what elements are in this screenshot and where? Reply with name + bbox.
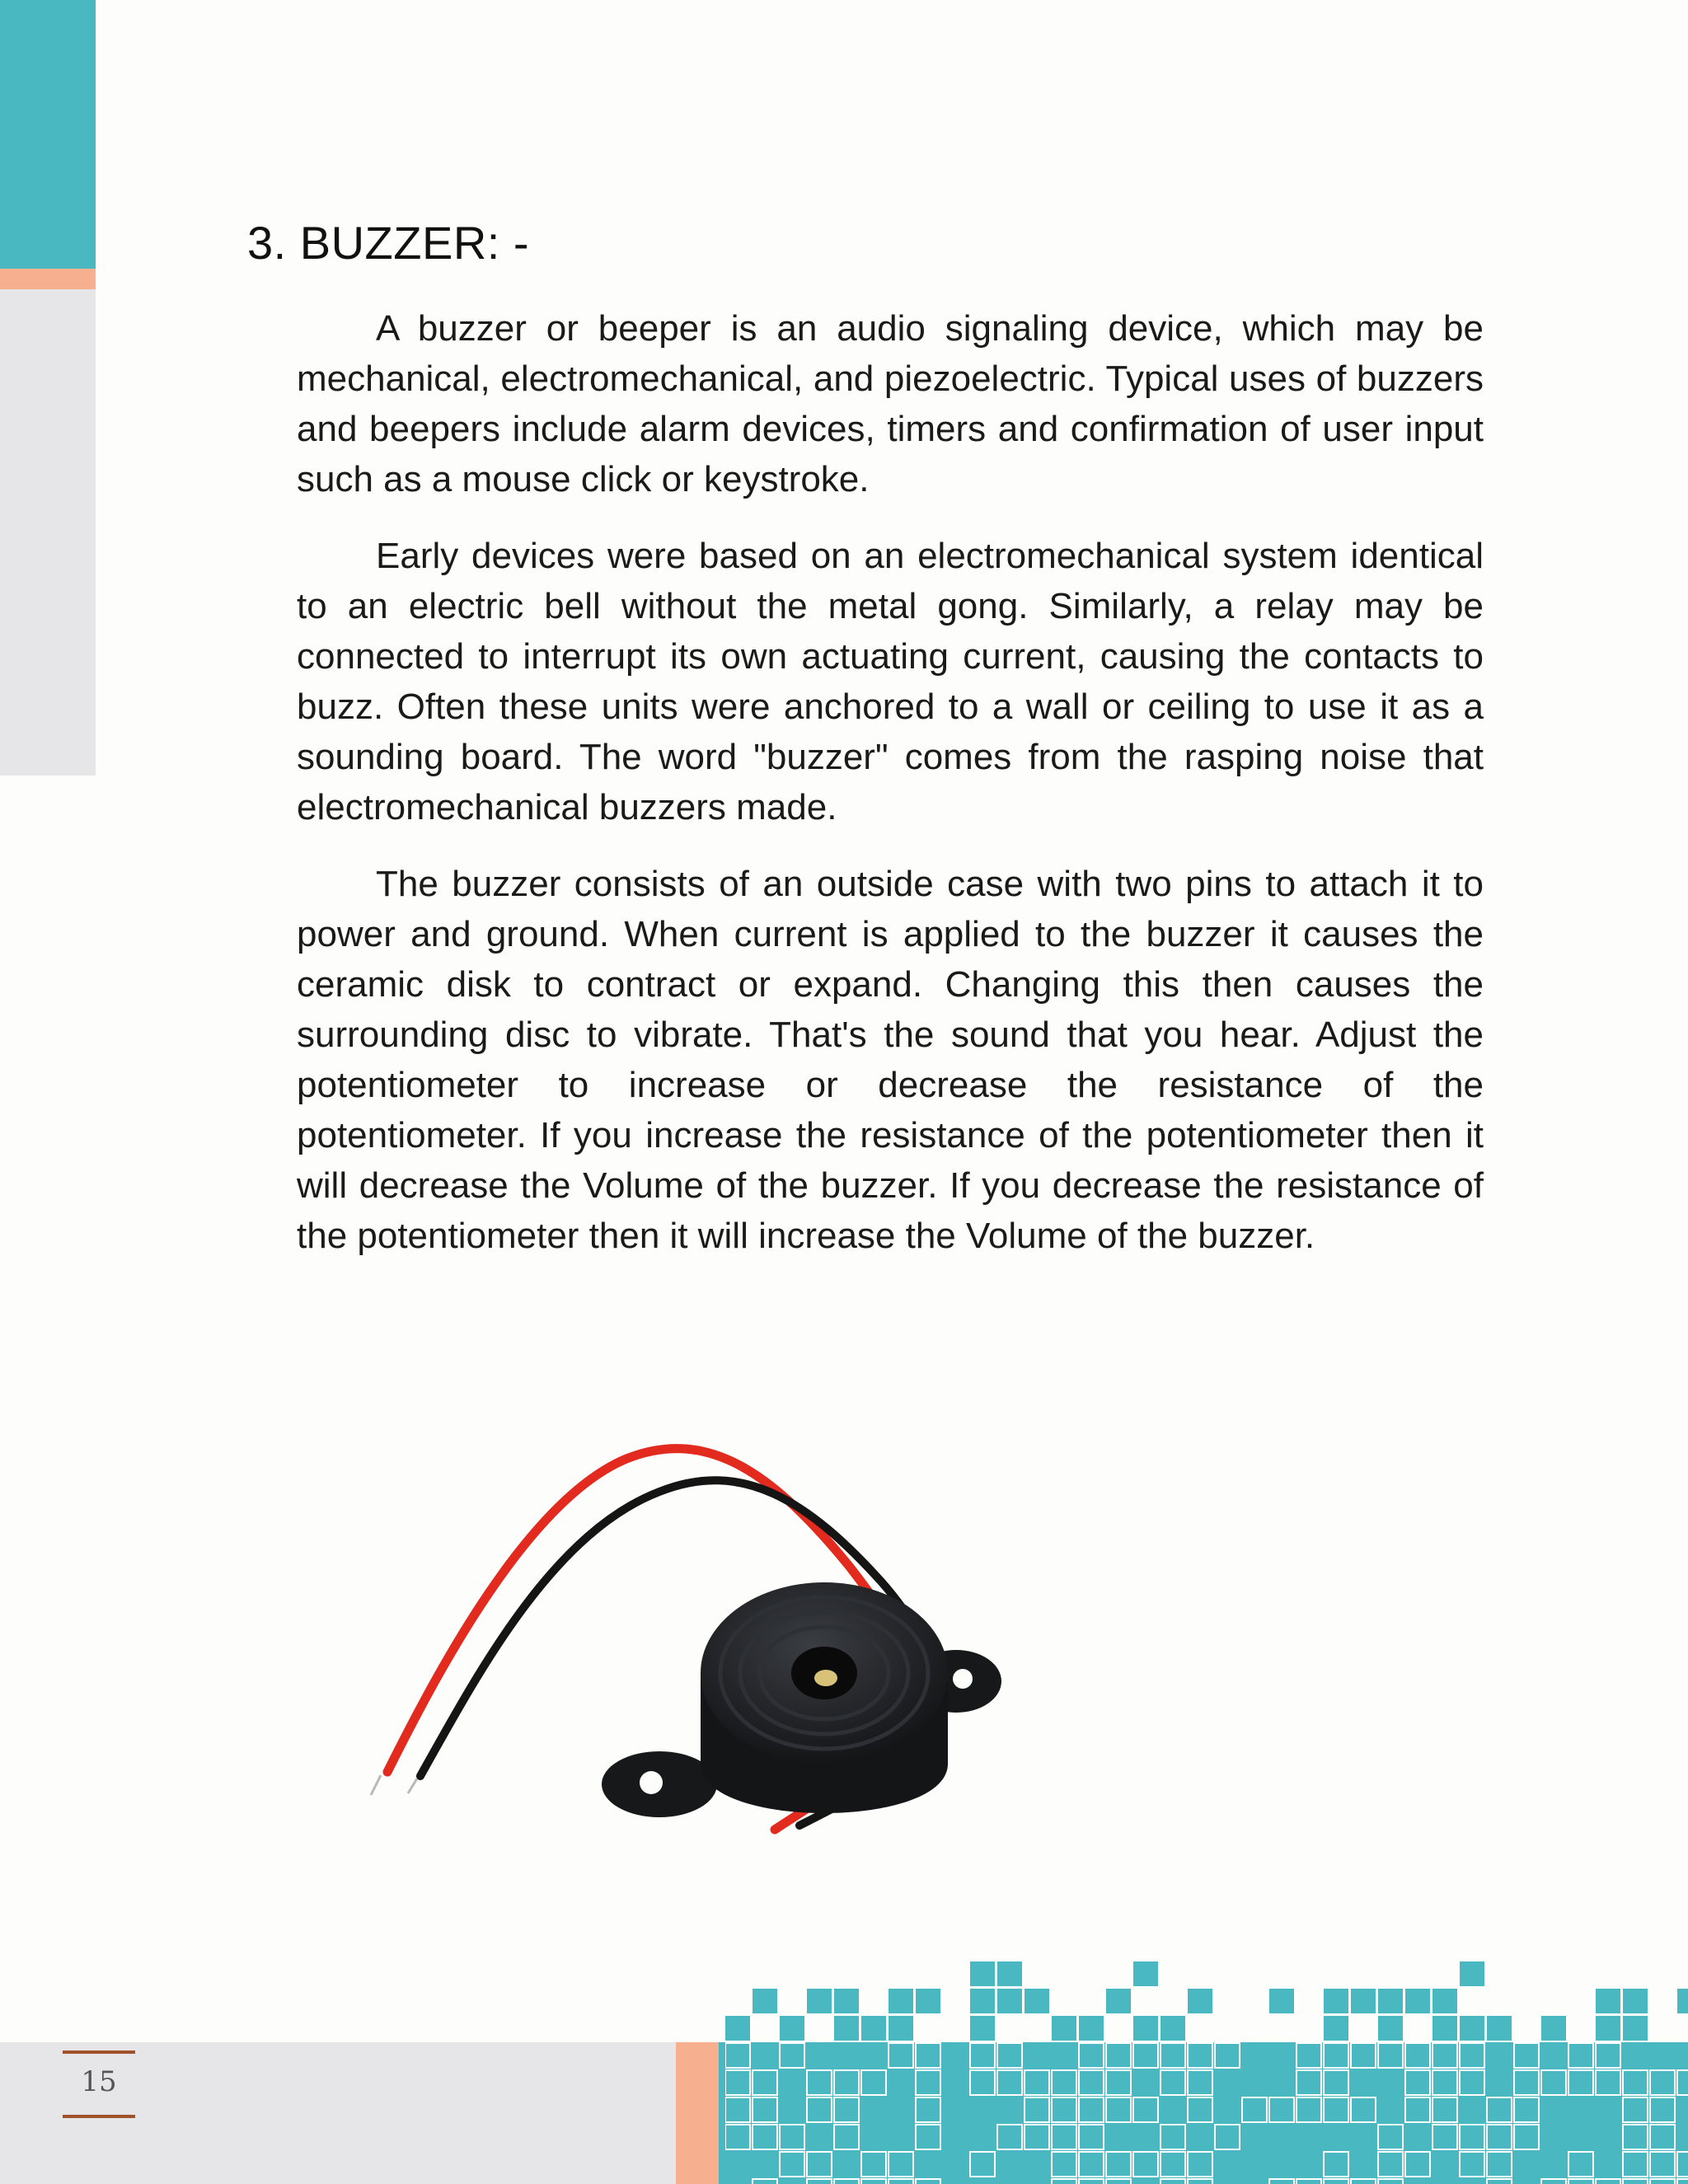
pixel-tile [861,2152,886,2177]
pixel-tile [1623,2125,1648,2149]
pixel-tile [1106,1989,1131,2013]
pixel-tile [1079,2070,1104,2095]
pixel-tile [807,2097,832,2122]
pixel-tile [1133,2152,1158,2177]
pixel-tile [780,2043,804,2068]
pixel-tile [970,2152,995,2177]
pixel-tile [1623,2070,1648,2095]
pixel-tile [889,2043,913,2068]
pixel-pattern-decoration [725,1961,1688,2184]
pixel-tile [861,2179,886,2184]
pixel-tile [725,2016,750,2041]
pixel-tile [834,2097,859,2122]
pixel-tile [1188,1989,1212,2013]
paragraph-3: The buzzer consists of an outside case with two pins to attach it to power and ground. When current is applied to the buzzer it causes the ceramic disk to contract or expand. Changing this then causes the surrounding disc to vibrate. That's the sound that you hear. Adjust the potentiometer to increase or decrease the resistance of the potentiometer. If you increase the resistance of the potentiometer then it will decrease the Volume of the buzzer. If you decrease the resistance of the potentiometer then it will increase the Volume of the buzzer. [297,864,1484,1256]
pixel-tile [1079,2016,1104,2041]
pixel-tile [1487,2125,1512,2149]
pixel-tile [1650,2070,1675,2095]
pixel-tile [834,2070,859,2095]
pixel-tile [1324,2043,1348,2068]
pixel-tile [970,2070,995,2095]
pixel-tile [1541,2179,1566,2184]
pixel-tile [1052,2016,1076,2041]
pixel-tile [1296,2043,1321,2068]
pixel-tile [1106,2179,1131,2184]
pixel-tile [916,2125,940,2149]
pixel-tile [1351,2043,1376,2068]
pixel-tile [1623,2179,1648,2184]
pixel-tile [807,1989,832,2013]
pixel-tile [834,1989,859,2013]
pixel-tile [1487,2016,1512,2041]
pixel-tile [1677,2152,1688,2177]
pixel-tile [889,1989,913,2013]
pixel-tile [970,2016,995,2041]
pixel-tile [1160,2179,1185,2184]
pixel-tile [1514,2043,1539,2068]
pixel-tile [1378,2125,1403,2149]
pixel-tile [1160,2070,1185,2095]
pixel-tile [1188,2179,1212,2184]
page-number-rule-bottom [63,2115,135,2118]
pixel-tile [970,2043,995,2068]
pixel-tile [1487,2097,1512,2122]
pixel-tile [997,2043,1022,2068]
pixel-tile [753,2125,777,2149]
pixel-tile [1025,2070,1049,2095]
pixel-tile [753,2070,777,2095]
pixel-tile [1568,2152,1593,2177]
pixel-tile [1623,2016,1648,2041]
pixel-tile [1405,1989,1430,2013]
pixel-tile [1160,2125,1185,2149]
pixel-tile [1378,2016,1403,2041]
paragraph-2: Early devices were based on an electromechanical system identical to an electric bell without the metal gong. Similarly, a relay may be connected to interrupt its own actuating current, causing the contacts to buzz. Often these units were anchored to a wall or ceiling to use it as a sounding board. The word "buzzer" comes from the rasping noise that electromechanical buzzers made. [297,536,1484,827]
pixel-tile [1215,2125,1240,2149]
pixel-tile [1460,2152,1484,2177]
pixel-tile [1106,2152,1131,2177]
pixel-tile [1079,2125,1104,2149]
pixel-tile [725,2070,750,2095]
pixel-tile [1351,1989,1376,2013]
buzzer-photo [313,1401,1203,1912]
pixel-tile [889,2152,913,2177]
pixel-tile [807,2179,832,2184]
pixel-tile [1133,2097,1158,2122]
pixel-tile [916,1989,940,2013]
pixel-tile [1541,2070,1566,2095]
pixel-tile [1514,2097,1539,2122]
pixel-tile [1650,2097,1675,2122]
sidebar-grey-band [0,289,96,776]
pixel-tile [1677,1989,1688,2013]
pixel-tile [1106,2070,1131,2095]
pixel-tile [1215,2043,1240,2068]
sidebar-peach-band [0,269,96,289]
pixel-tile [1351,2179,1376,2184]
pixel-tile [1460,2125,1484,2149]
pixel-tile [1351,2097,1376,2122]
pixel-tile [1677,2179,1688,2184]
pixel-tile [1432,2097,1457,2122]
pixel-tile [1133,2043,1158,2068]
pixel-tile [1568,2070,1593,2095]
pixel-tile [970,1989,995,2013]
pixel-tile [1269,2097,1294,2122]
pixel-tile [1405,2043,1430,2068]
pixel-tile [834,2179,859,2184]
pixel-tile [1106,2043,1131,2068]
pixel-tile [997,1989,1022,2013]
pixel-tile [1378,2043,1403,2068]
pixel-tile [1405,2070,1430,2095]
pixel-tile [753,1989,777,2013]
pixel-tile [1378,2179,1403,2184]
pixel-tile [1432,2070,1457,2095]
pixel-tile [1432,1989,1457,2013]
pixel-tile [834,2125,859,2149]
pixel-tile [997,1961,1022,1986]
pixel-tile [1188,2043,1212,2068]
section-heading: 3. BUZZER: - [247,217,530,269]
pixel-tile [1677,2070,1688,2095]
pixel-tile [1596,1989,1620,2013]
pixel-tile [889,2179,913,2184]
pixel-tile [1650,2179,1675,2184]
page-number-block [63,2050,135,2118]
pixel-tile [1432,2043,1457,2068]
pixel-tile [1106,2097,1131,2122]
pixel-tile [1568,2179,1593,2184]
pixel-tile [1324,2097,1348,2122]
pixel-tile [1025,1989,1049,2013]
paragraph-1: A buzzer or beeper is an audio signaling device, which may be mechanical, electromechanical, and piezoelectric. Typical uses of buzzers and beepers include alarm devices, timers and confirmation of user input such as a mouse click or keystroke. [297,308,1484,499]
pixel-tile [1133,2016,1158,2041]
pixel-tile [1160,2043,1185,2068]
pixel-tile [1025,2125,1049,2149]
pixel-tile [1460,2016,1484,2041]
pixel-tile [1324,2016,1348,2041]
pixel-tile [1242,2097,1267,2122]
pixel-tile [1079,2152,1104,2177]
pixel-tile [1432,2016,1457,2041]
pixel-tile [780,2016,804,2041]
pixel-tile [1596,2043,1620,2068]
pixel-tile [1487,2152,1512,2177]
pixel-tile [1052,2179,1076,2184]
pixel-tile [1623,1989,1648,2013]
pixel-tile [1324,2070,1348,2095]
pixel-tile [1052,2152,1076,2177]
pixel-tile [1623,2152,1648,2177]
pixel-tile [1487,2179,1512,2184]
pixel-tile [970,1961,995,1986]
pixel-tile [1324,2179,1348,2184]
section-body [297,303,1484,1287]
pixel-tile [1405,2152,1430,2177]
pixel-tile [1378,2152,1403,2177]
sidebar-teal-band [0,0,96,269]
pixel-tile [1596,2070,1620,2095]
pixel-tile [916,2179,940,2184]
pixel-tile [1460,2070,1484,2095]
pixel-tile [1079,2043,1104,2068]
pixel-tile [725,2097,750,2122]
pixel-tile [1025,2097,1049,2122]
pixel-tile [753,2179,777,2184]
pixel-tile [1460,2043,1484,2068]
pixel-tile [1052,2070,1076,2095]
pixel-tile [1188,2152,1212,2177]
pixel-tile [1052,2097,1076,2122]
pixel-tile [1378,1989,1403,2013]
pixel-tile [1160,2016,1185,2041]
pixel-tile [1269,1989,1294,2013]
pixel-tile [1596,2179,1620,2184]
pixel-tile [1650,2152,1675,2177]
pixel-tile [725,2043,750,2068]
pixel-tile [1650,2125,1675,2149]
pixel-tile [1296,2097,1321,2122]
page-number-rule-top [63,2050,135,2054]
pixel-tile [1296,2179,1321,2184]
pixel-tile [1079,2179,1104,2184]
pixel-tile [1514,2070,1539,2095]
footer-peach-band [676,2042,719,2184]
pixel-tile [1432,2125,1457,2149]
pixel-tile [780,2125,804,2149]
pixel-tile [916,2070,940,2095]
pixel-tile [753,2097,777,2122]
pixel-tile [861,2016,886,2041]
pixel-tile [780,2152,804,2177]
pixel-tile [1596,2016,1620,2041]
pixel-tile [1568,2043,1593,2068]
pixel-tile [1324,1989,1348,2013]
pixel-tile [1405,2097,1430,2122]
pixel-tile [1188,2070,1212,2095]
pixel-tile [1188,2097,1212,2122]
pixel-tile [916,2043,940,2068]
pixel-tile [1160,2152,1185,2177]
pixel-tile [1541,2016,1566,2041]
pixel-tile [1623,2097,1648,2122]
pixel-tile [997,2070,1022,2095]
pixel-tile [725,2125,750,2149]
page-number: 15 [81,2065,117,2098]
pixel-tile [807,2070,832,2095]
pixel-tile [807,2152,832,2177]
pixel-tile [1324,2152,1348,2177]
pixel-tile [997,2125,1022,2149]
pixel-tile [1269,2179,1294,2184]
pixel-tile [834,2016,859,2041]
pixel-tile [1079,2097,1104,2122]
pixel-tile [1133,1961,1158,1986]
pixel-tile [916,2097,940,2122]
pixel-tile [1460,1961,1484,1986]
pixel-tile [1514,2125,1539,2149]
pixel-tile [1296,2070,1321,2095]
pixel-tile [889,2016,913,2041]
pixel-tile [1052,2125,1076,2149]
pixel-tile [861,2070,886,2095]
